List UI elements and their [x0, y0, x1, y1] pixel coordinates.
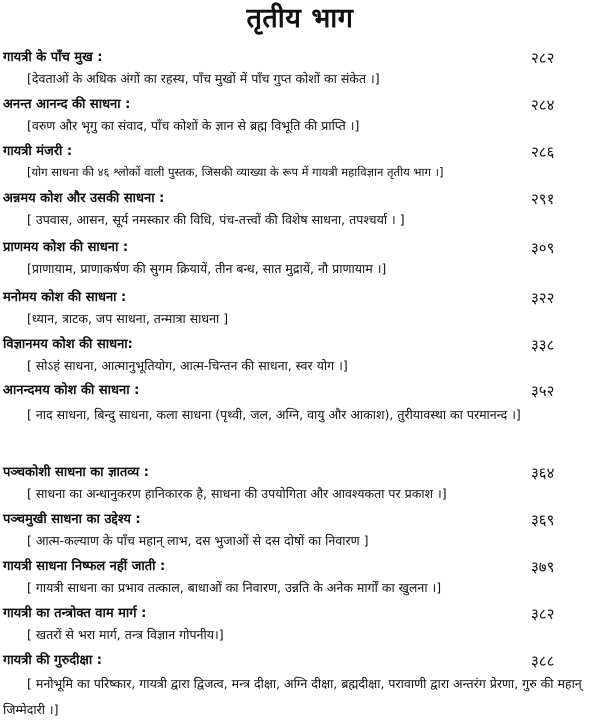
toc-entry — [0, 651, 600, 723]
toc-entry-heading: गायत्री मंजरी : — [3, 144, 73, 159]
toc-entry — [0, 510, 600, 557]
toc-entry-heading: गायत्री का तन्त्रोक्त वाम मार्ग : — [3, 606, 147, 621]
toc-entry-heading: गायत्री की गुरुदीक्षा : — [3, 653, 102, 668]
toc-entry-page-number: ३८८ — [531, 652, 555, 670]
toc-entry — [0, 604, 600, 651]
toc-entry-page-number: ३८२ — [531, 605, 555, 623]
toc-entry-page-number: २९१ — [531, 190, 555, 208]
toc-entry-description: [ साधना का अन्धानुकरण हानिकारक है, साधना की उपयोगिता और आवश्यकता पर प्रकाश ।] — [27, 486, 447, 501]
toc-entry-heading: पञ्चकोशी साधना का ज्ञातव्य : — [3, 465, 150, 480]
toc-entry-page-number: २८६ — [531, 143, 555, 161]
toc-entry — [0, 95, 600, 142]
toc-entry — [0, 288, 600, 335]
toc-entry — [0, 381, 600, 463]
toc-entry-heading: अन्नमय कोश और उसकी साधना : — [3, 191, 165, 206]
toc-entry-heading: आनन्दमय कोश की साधना : — [3, 383, 140, 398]
toc-entry-description: [ध्यान, त्राटक, जप साधना, तन्मात्रा साधना ] — [27, 311, 229, 326]
toc-entry — [0, 48, 600, 95]
toc-entry-description: [ सोऽहं साधना, आत्मानुभूतियोग, आत्म-चिन्तन की साधना, स्वर योग ।] — [27, 358, 348, 373]
toc-entry-page-number: ३०९ — [531, 239, 555, 257]
toc-entry-description: [ मनोभूमि का परिष्कार, गायत्री द्वारा द्विजत्व, मन्त्र दीक्षा, अग्नि दीक्षा, ब्रह्मदीक्षा, परावाणी द्वारा अन्तरंग प्रेरणा, गुरु की महान् जिम्मेदारी ।] — [3, 676, 582, 717]
toc-entry-description: [प्राणायाम, प्राणाकर्षण की सुगम क्रियायें, तीन बन्ध, सात मुद्रायें, नौ प्राणायाम ।] — [27, 261, 387, 276]
toc-entry-description: [ खतरों से भरा मार्ग, तन्त्र विज्ञान गोपनीय।] — [27, 627, 224, 642]
page-title: तृतीय भाग — [246, 3, 354, 34]
toc-entry-description: [वरुण और भृगु का संवाद, पाँच कोशों के ज्ञान से ब्रह्म विभूति की प्राप्ति ।] — [27, 118, 360, 133]
toc-list — [0, 48, 600, 723]
toc-entry — [0, 463, 600, 510]
toc-entry-heading: गायत्री साधना निष्फल नहीं जाती : — [3, 559, 166, 574]
toc-entry-heading: गायत्री के पाँच मुख : — [3, 50, 103, 65]
toc-entry-heading: मनोमय कोश की साधना : — [3, 290, 127, 305]
toc-entry — [0, 557, 600, 604]
toc-entry-heading: विज्ञानमय कोश की साधना: — [3, 337, 133, 352]
toc-entry-description: [देवताओं के अधिक अंगों का रहस्य, पाँच मुखों में पाँच गुप्त कोशों का संकेत ।] — [27, 71, 380, 86]
toc-entry-description: [ उपवास, आसन, सूर्य नमस्कार की विधि, पंच-तत्त्वों की विशेष साधना, तपश्चर्या । ] — [27, 212, 405, 227]
toc-entry — [0, 238, 600, 288]
toc-entry-page-number: २८२ — [531, 49, 555, 67]
toc-entry-heading: प्राणमय कोश की साधना : — [3, 240, 129, 255]
toc-entry-page-number: ३६४ — [531, 464, 555, 482]
toc-entry-page-number: ३५२ — [531, 382, 555, 400]
toc-entry — [0, 335, 600, 381]
toc-entry — [0, 189, 600, 238]
toc-entry-page-number: ३३८ — [531, 336, 555, 354]
toc-entry-description: [ आत्म-कल्याण के पाँच महान् लाभ, दस भुजाओं से दस दोषों का निवारण ] — [27, 533, 369, 548]
toc-entry-page-number: ३६९ — [531, 511, 555, 529]
toc-entry-description: [ नाद साधना, बिन्दु साधना, कला साधना (पृथ्वी, जल, अग्नि, वायु और आकाश), तुरीयावस्था का परमानन्द ।] — [27, 407, 521, 422]
toc-entry-heading: अनन्त आनन्द की साधना : — [3, 97, 131, 112]
toc-entry-description: [ गायत्री साधना का प्रभाव तत्काल, बाधाओं का निवारण, उन्नति के अनेक मार्गों का खुलना ।] — [27, 580, 442, 595]
toc-entry-description: [योग साधना की ४६ श्लोकों वाली पुस्तक, जिसकी व्याख्या के रूप में गायत्री महाविज्ञान तृतीय भाग ।] — [27, 165, 444, 179]
toc-entry-heading: पञ्चमुखी साधना का उद्देश्य : — [3, 512, 141, 527]
toc-entry-page-number: ३२२ — [531, 289, 555, 307]
toc-entry — [0, 142, 600, 189]
toc-entry-page-number: ३७९ — [531, 558, 555, 576]
toc-entry-page-number: २८४ — [531, 96, 555, 114]
